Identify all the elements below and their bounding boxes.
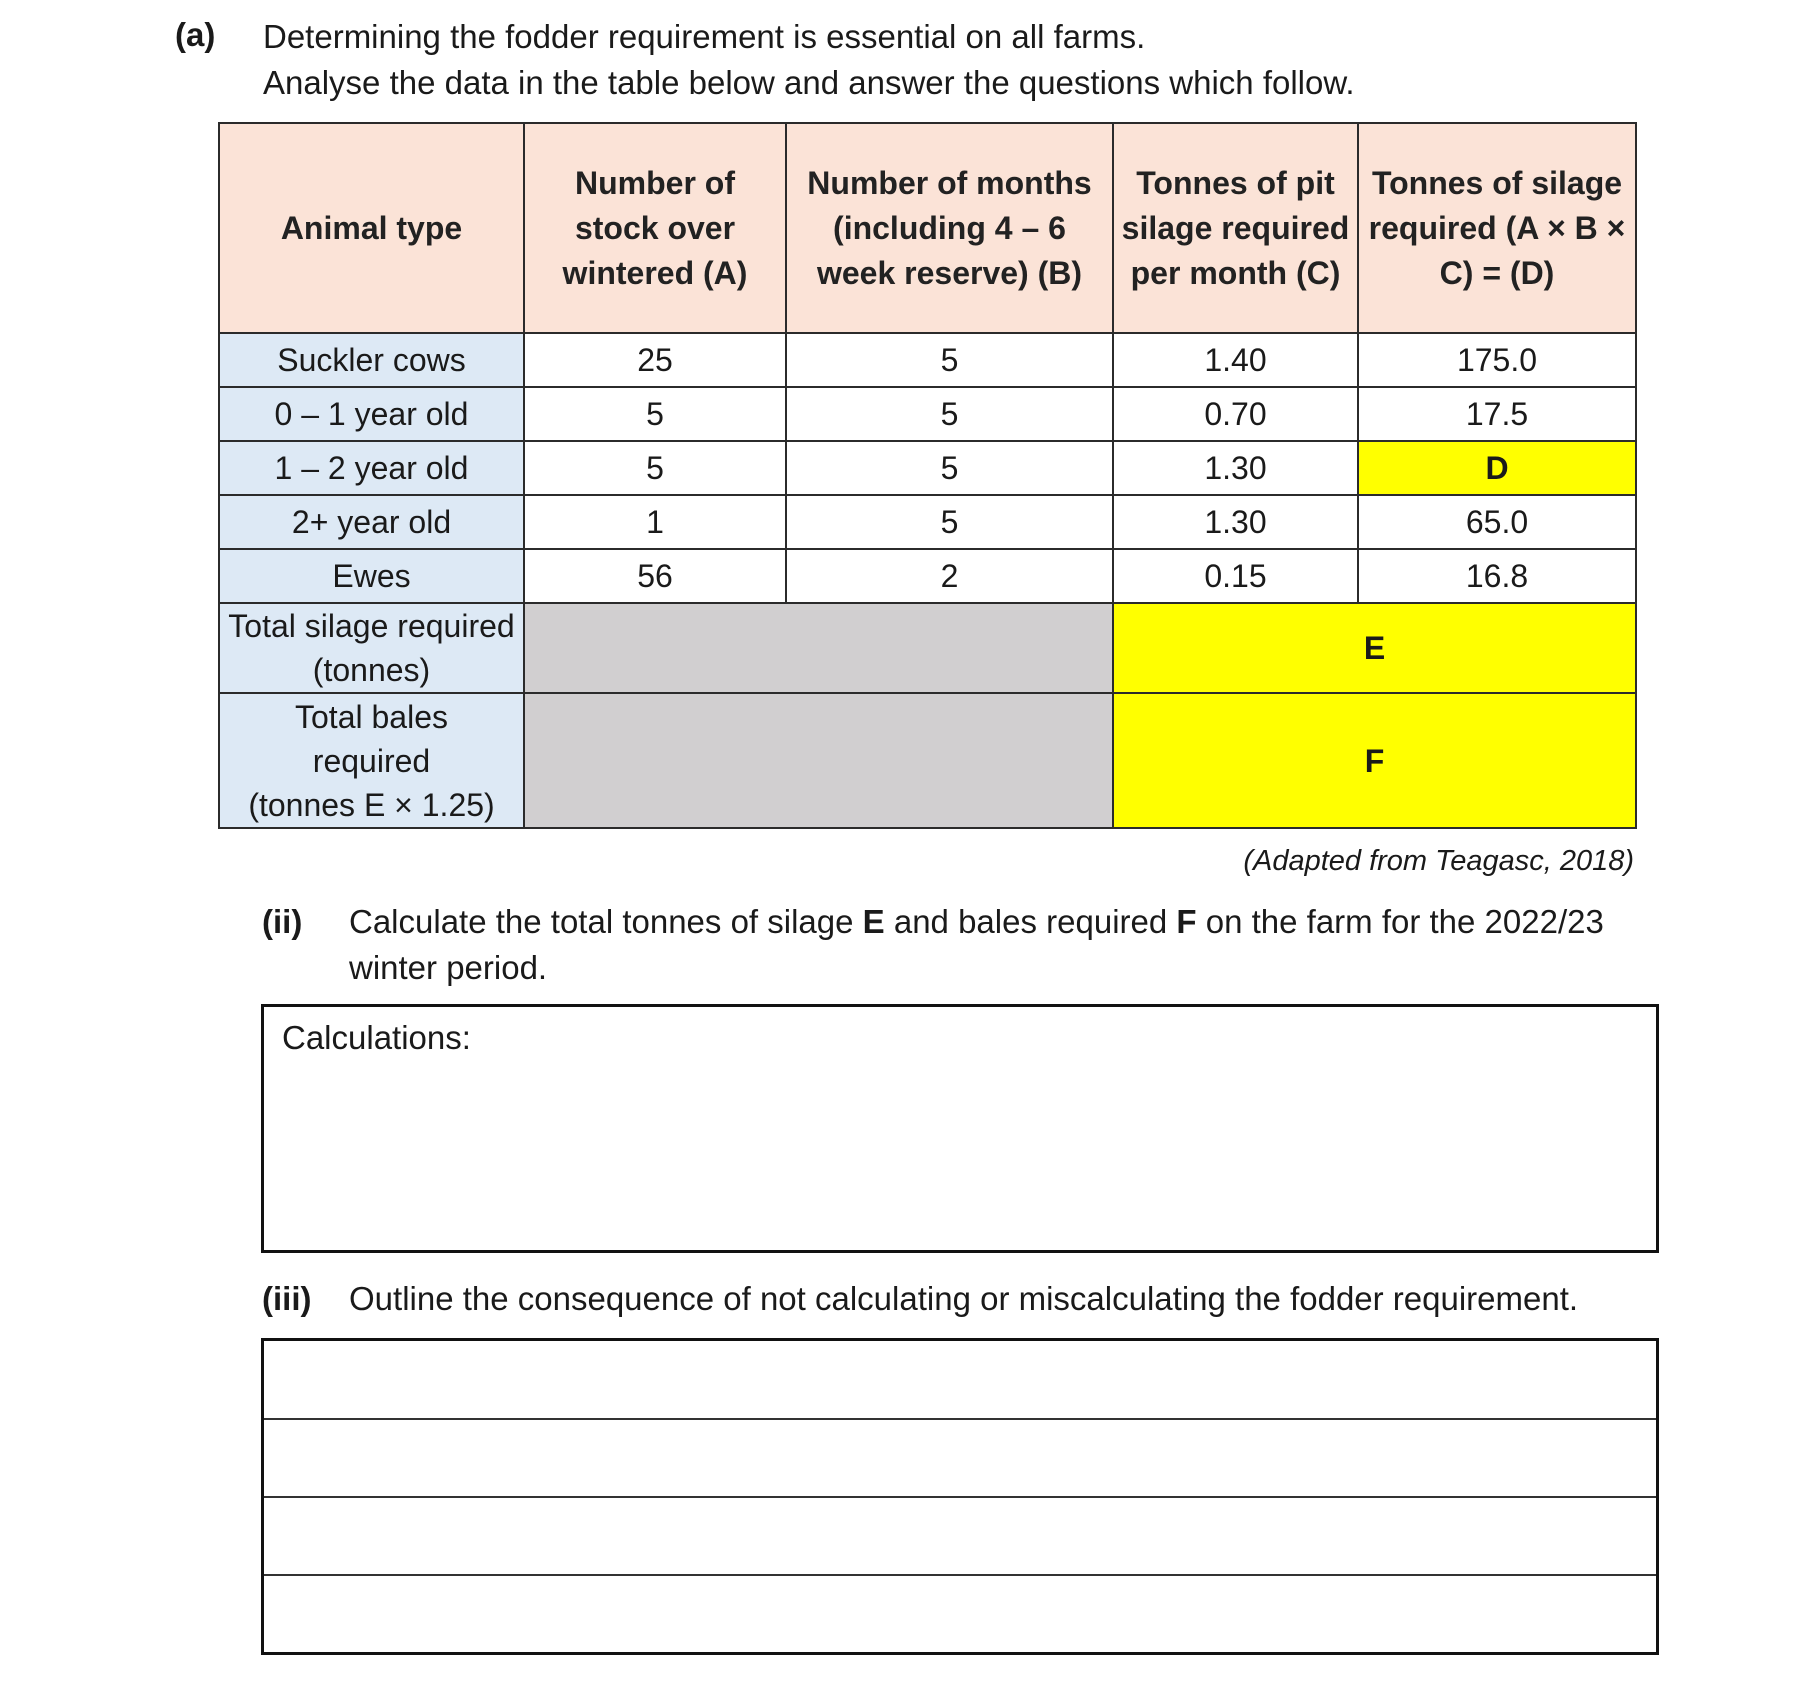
total-bales-label-line: required (312, 742, 431, 779)
tonnes-per-month-cell: 1.30 (1113, 441, 1358, 495)
part-a-line-2: Analyse the data in the table below and answer the questions which follow. (263, 64, 1355, 101)
answer-line-divider (264, 1418, 1656, 1420)
header-tonnes-required: Tonnes of silage required (A × B × C) = (D) (1358, 123, 1636, 333)
animal-type-cell: 0 – 1 year old (219, 387, 524, 441)
answer-cell-e[interactable]: E (1113, 603, 1636, 693)
stock-cell: 56 (524, 549, 786, 603)
animal-type-cell: Suckler cows (219, 333, 524, 387)
tonnes-per-month-cell: 0.15 (1113, 549, 1358, 603)
part-ii-text: winter period. (349, 949, 548, 986)
header-animal-type: Animal type (219, 123, 524, 333)
total-bales-row (219, 693, 1636, 828)
answer-box[interactable] (261, 1338, 1659, 1655)
months-cell: 5 (786, 387, 1113, 441)
months-cell: 2 (786, 549, 1113, 603)
table-header-row (219, 123, 1636, 333)
greyed-cell (524, 693, 1113, 828)
months-cell: 5 (786, 441, 1113, 495)
part-ii-question (349, 899, 1649, 991)
part-ii-text: and bales required (884, 903, 1177, 940)
stock-cell: 25 (524, 333, 786, 387)
part-ii-text: on the farm for the 2022/23 (1196, 903, 1604, 940)
bold-f: F (1176, 903, 1197, 940)
months-cell: 5 (786, 333, 1113, 387)
table-row (219, 387, 1636, 441)
tonnes-per-month-cell: 0.70 (1113, 387, 1358, 441)
total-bales-label-line: Total bales (295, 698, 448, 735)
table-row (219, 333, 1636, 387)
total-bales-label (219, 693, 524, 828)
tonnes-per-month-cell: 1.30 (1113, 495, 1358, 549)
tonnes-required-cell: 65.0 (1358, 495, 1636, 549)
header-stock-count: Number of stock over wintered (A) (524, 123, 786, 333)
table-row (219, 549, 1636, 603)
header-tonnes-per-month: Tonnes of pit silage required per month (C) (1113, 123, 1358, 333)
part-ii-text: Calculate the total tonnes of silage (349, 903, 863, 940)
calculations-label: Calculations: (282, 1019, 471, 1056)
calculations-box[interactable] (261, 1004, 1659, 1253)
answer-cell-d[interactable]: D (1358, 441, 1636, 495)
total-silage-label: Total silage required (tonnes) (219, 603, 524, 693)
tonnes-per-month-cell: 1.40 (1113, 333, 1358, 387)
part-a-line-1: Determining the fodder requirement is essential on all farms. (263, 18, 1146, 55)
stock-cell: 5 (524, 441, 786, 495)
months-cell: 5 (786, 495, 1113, 549)
answer-line-divider (264, 1496, 1656, 1498)
stock-cell: 5 (524, 387, 786, 441)
table-row (219, 495, 1636, 549)
stock-cell: 1 (524, 495, 786, 549)
tonnes-required-cell: 175.0 (1358, 333, 1636, 387)
table-row (219, 441, 1636, 495)
part-iii-question: Outline the consequence of not calculating or miscalculating the fodder requirement. (349, 1280, 1579, 1317)
greyed-cell (524, 603, 1113, 693)
bold-e: E (862, 903, 885, 940)
part-a-label: (a) (175, 16, 216, 53)
header-months: Number of months (including 4 – 6 week reserve) (B) (786, 123, 1113, 333)
animal-type-cell: 1 – 2 year old (219, 441, 524, 495)
tonnes-required-cell: 16.8 (1358, 549, 1636, 603)
part-iii-label: (iii) (262, 1280, 312, 1317)
source-caption: (Adapted from Teagasc, 2018) (1243, 845, 1634, 877)
animal-type-cell: Ewes (219, 549, 524, 603)
animal-type-cell: 2+ year old (219, 495, 524, 549)
answer-line-divider (264, 1574, 1656, 1576)
answer-cell-f[interactable]: F (1113, 693, 1636, 828)
tonnes-required-cell: 17.5 (1358, 387, 1636, 441)
part-ii-label: (ii) (262, 903, 303, 940)
total-silage-row (219, 603, 1636, 693)
total-bales-label-line: (tonnes E × 1.25) (248, 786, 495, 823)
fodder-requirement-table (218, 122, 1637, 829)
